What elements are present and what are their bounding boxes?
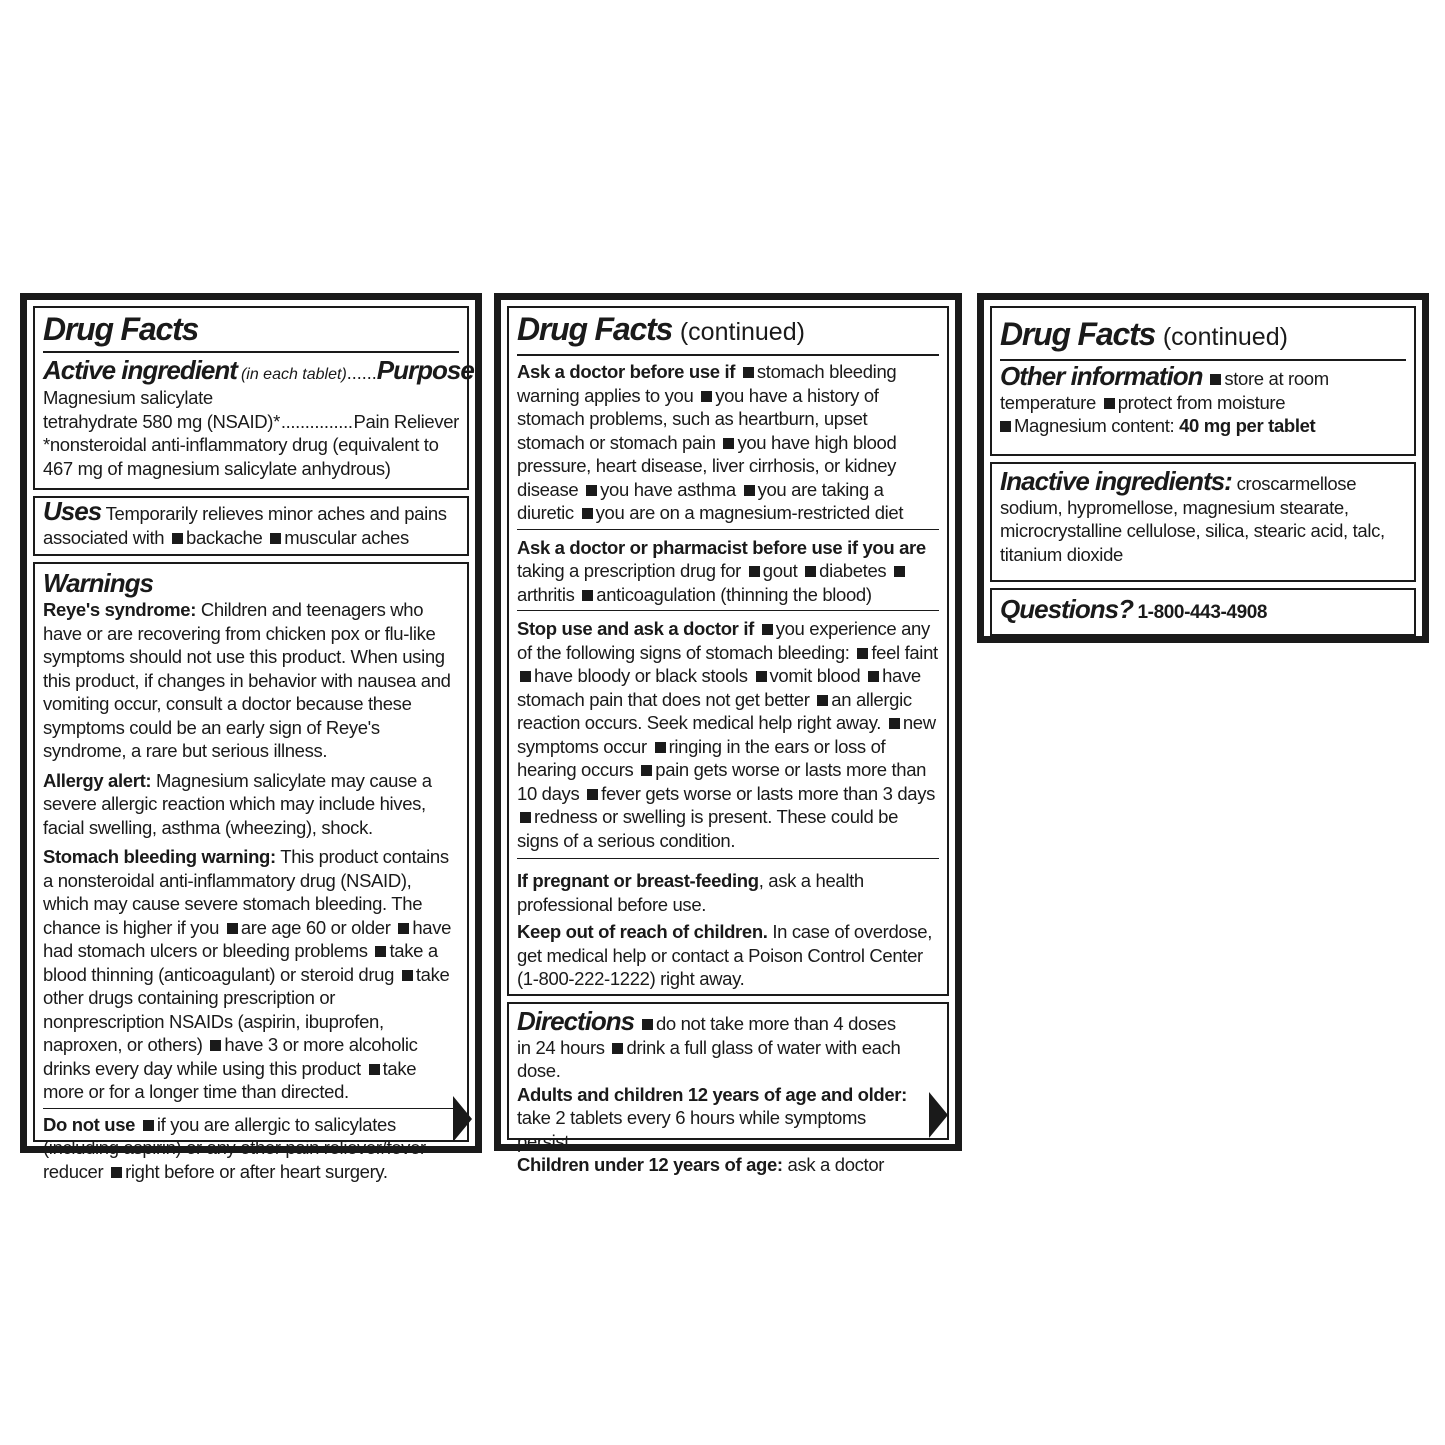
directions-item: do not take more than 4 doses in 24 hours <box>517 1013 896 1058</box>
stomach-item: take other drugs containing prescription or nonprescription NSAIDs (aspirin, ibuprofen, naproxen, or others) <box>43 963 450 1055</box>
bullet-icon <box>582 508 593 519</box>
inactive-ingredients-text: croscarmellose sodium, hypromellose, magnesium stearate, microcrystalline cellulose, silica, stearic acid, talc, titanium dioxide <box>1000 473 1385 565</box>
panel-title: Drug Facts <box>43 311 199 347</box>
bullet-icon <box>723 438 734 449</box>
ingredient-name: Magnesium salicylate <box>43 387 213 408</box>
pregnant-label: If pregnant or breast-feeding <box>517 870 759 891</box>
ask-doctor-item: you are on a magnesium-restricted diet <box>595 502 904 523</box>
bullet-icon <box>701 391 712 402</box>
bullet-icon <box>1210 374 1221 385</box>
do-not-use-item: if you are allergic to salicylates (including aspirin) or any other pain reliever/fever reducer <box>43 1113 426 1182</box>
bullet-icon <box>889 718 900 729</box>
bullet-icon <box>520 812 531 823</box>
adults-text: take 2 tablets every 6 hours while symptoms persist. <box>517 1107 866 1152</box>
questions-phone: 1-800-443-4908 <box>1137 602 1268 623</box>
allergy-text: Magnesium salicylate may cause a severe allergic reaction which may include hives, facial swelling, asthma (wheezing), shock. <box>43 769 432 838</box>
warnings-heading: Warnings <box>43 568 153 598</box>
questions-heading: Questions? <box>1000 594 1134 624</box>
bullet-icon <box>587 789 598 800</box>
ask-pharmacist-item: anticoagulation (thinning the blood) <box>596 583 872 605</box>
ask-doctor-item: you are taking a diuretic <box>517 478 884 523</box>
directions-item: drink a full glass of water with each dose. <box>517 1036 901 1081</box>
bullet-icon <box>749 566 760 577</box>
ask-pharmacist-item: gout <box>762 560 798 581</box>
ask-pharmacist-label: Ask a doctor or pharmacist before use if you are <box>517 536 926 558</box>
magnesium-content-value: 40 mg per tablet <box>1179 415 1316 436</box>
bullet-icon <box>227 923 238 934</box>
stop-use-item: you experience any of the following signs of stomach bleeding: <box>517 618 930 663</box>
allergy-label: Allergy alert: <box>43 769 152 791</box>
purpose-heading: Purpose <box>376 355 474 385</box>
bullet-icon <box>586 485 597 496</box>
ask-doctor-item: you have asthma <box>600 478 736 500</box>
leader-dots-2: ............... <box>280 410 353 432</box>
active-ingredient-heading: Active ingredient <box>43 355 237 385</box>
drug-facts-panel-3 <box>977 293 1429 643</box>
magnesium-content-label: Magnesium content: <box>1014 415 1175 436</box>
stop-use-item: have stomach pain that does not get better <box>517 665 921 710</box>
stop-use-item: redness or swelling is present. These could be signs of a serious condition. <box>517 806 899 851</box>
stomach-bleeding-text: This product contains a nonsteroidal anti-inflammatory drug (NSAID), which may cause severe stomach bleeding. The chance is higher if you <box>43 846 449 938</box>
bullet-icon <box>111 1167 122 1178</box>
bullet-icon <box>270 533 281 544</box>
stomach-item: have had stomach ulcers or bleeding problems <box>43 916 452 961</box>
each-tablet-note: (in each tablet) <box>240 366 347 383</box>
bullet-icon <box>641 765 652 776</box>
uses-item: backache <box>186 526 263 548</box>
pregnant-text: , ask a health professional before use. <box>517 870 864 915</box>
adults-label: Adults and children 12 years of age and older: <box>517 1083 907 1105</box>
do-not-use-item: right before or after heart surgery. <box>125 1160 388 1182</box>
ask-doctor-label: Ask a doctor before use if <box>517 361 736 382</box>
stop-use-item: have bloody or black stools <box>534 665 748 686</box>
keep-out-text: In case of overdose, get medical help or contact a Poison Control Center (1-800-222-1222) right away. <box>517 921 932 989</box>
stop-use-item: fever gets worse or lasts more than 3 days <box>601 782 936 804</box>
directions-box <box>507 1002 949 1175</box>
leader-dots: ...... <box>346 363 377 383</box>
continued-label: (continued) <box>1162 323 1288 351</box>
panel-title: Drug Facts <box>517 311 673 347</box>
children-text: ask a doctor <box>787 1154 885 1175</box>
inactive-ingredients-box <box>990 462 1416 582</box>
warnings-box <box>33 562 469 1182</box>
bullet-icon <box>744 485 755 496</box>
uses-box <box>33 496 469 556</box>
keep-out-label: Keep out of reach of children. <box>517 921 768 942</box>
bullet-icon <box>612 1043 623 1054</box>
bullet-icon <box>894 566 905 577</box>
bullet-icon <box>398 923 409 934</box>
reye-text: Children and teenagers who have or are recovering from chicken pox or flu-like symptoms should not use this product. When using this product, if changes in behavior with nausea and vomiting occur, consult a doctor because these symptoms could be an early sign of Reye's syndrome, a rare but serious illness. <box>43 599 451 761</box>
panel-title: Drug Facts <box>1000 316 1156 352</box>
stop-use-label: Stop use and ask a doctor if <box>517 618 754 639</box>
other-information-heading: Other information <box>1000 361 1203 391</box>
continue-arrow-icon <box>929 1092 948 1138</box>
drug-facts-panel-1 <box>20 293 482 1182</box>
ask-doctor-item: you have a history of stomach problems, such as heartburn, upset stomach or stomach pain <box>517 384 879 453</box>
ingredient-dose: tetrahydrate 580 mg (NSAID)* <box>43 410 280 432</box>
children-label: Children under 12 years of age: <box>517 1154 783 1175</box>
stomach-item: take a blood thinning (anticoagulant) or steroid drug <box>43 940 438 985</box>
ask-pharmacist-text: taking a prescription drug for <box>517 560 741 581</box>
directions-heading: Directions <box>517 1006 635 1036</box>
other-info-item: protect from moisture <box>1117 391 1286 413</box>
questions-box <box>990 588 1416 636</box>
uses-text: Temporarily relieves minor aches and pains associated with <box>43 503 447 548</box>
bullet-icon <box>756 671 767 682</box>
active-ingredient-box <box>33 306 474 490</box>
ask-pharmacist-item: arthritis <box>517 583 575 605</box>
ask-doctor-item: stomach bleeding warning applies to you <box>517 361 897 406</box>
reye-label: Reye's syndrome: <box>43 599 197 620</box>
ask-doctor-item: you have high blood pressure, heart disease, liver cirrhosis, or kidney disease <box>517 431 897 500</box>
bullet-icon <box>857 648 868 659</box>
bullet-icon <box>817 695 828 706</box>
stop-use-item: an allergic reaction occurs. Seek medical help right away. <box>517 688 912 733</box>
purpose-pain-reliever: Pain Reliever <box>353 410 459 432</box>
ask-pharmacist-item: diabetes <box>819 560 887 581</box>
bullet-icon <box>582 590 593 601</box>
bullet-icon <box>1000 421 1011 432</box>
bullet-icon <box>868 671 879 682</box>
stop-use-item: feel faint <box>871 641 938 663</box>
other-information-box <box>990 306 1416 456</box>
bullet-icon <box>743 367 754 378</box>
stomach-item: take more or for a longer time than directed. <box>43 1057 417 1102</box>
stop-use-item: ringing in the ears or loss of hearing occurs <box>517 735 886 780</box>
stop-use-item: pain gets worse or lasts more than 10 days <box>517 759 927 804</box>
bullet-icon <box>172 533 183 544</box>
continue-arrow-icon <box>453 1096 472 1142</box>
bullet-icon <box>655 742 666 753</box>
bullet-icon <box>402 970 413 981</box>
continued-label: (continued) <box>679 318 805 346</box>
do-not-use-label: Do not use <box>43 1113 136 1135</box>
inactive-ingredients-heading: Inactive ingredients: <box>1000 466 1232 496</box>
uses-heading: Uses <box>43 496 102 526</box>
other-info-item: store at room temperature <box>1000 368 1329 413</box>
bullet-icon <box>369 1064 380 1075</box>
bullet-icon <box>762 624 773 635</box>
bullet-icon <box>143 1120 154 1131</box>
stop-use-item: new symptoms occur <box>517 712 936 757</box>
doctor-warnings-box <box>507 306 949 996</box>
bullet-icon <box>210 1040 221 1051</box>
bullet-icon <box>1104 398 1115 409</box>
stomach-item: are age 60 or older <box>240 916 391 938</box>
nsaid-footnote: *nonsteroidal anti-inflammatory drug (equivalent to 467 mg of magnesium salicylate anhydrous) <box>43 434 439 479</box>
uses-item: muscular aches <box>284 526 409 548</box>
bullet-icon <box>520 671 531 682</box>
stomach-bleeding-label: Stomach bleeding warning: <box>43 846 276 867</box>
drug-facts-panel-2 <box>494 293 962 1175</box>
bullet-icon <box>805 566 816 577</box>
stop-use-item: vomit blood <box>769 665 861 686</box>
bullet-icon <box>375 946 386 957</box>
bullet-icon <box>642 1019 653 1030</box>
stomach-item: have 3 or more alcoholic drinks every day while using this product <box>43 1034 418 1079</box>
